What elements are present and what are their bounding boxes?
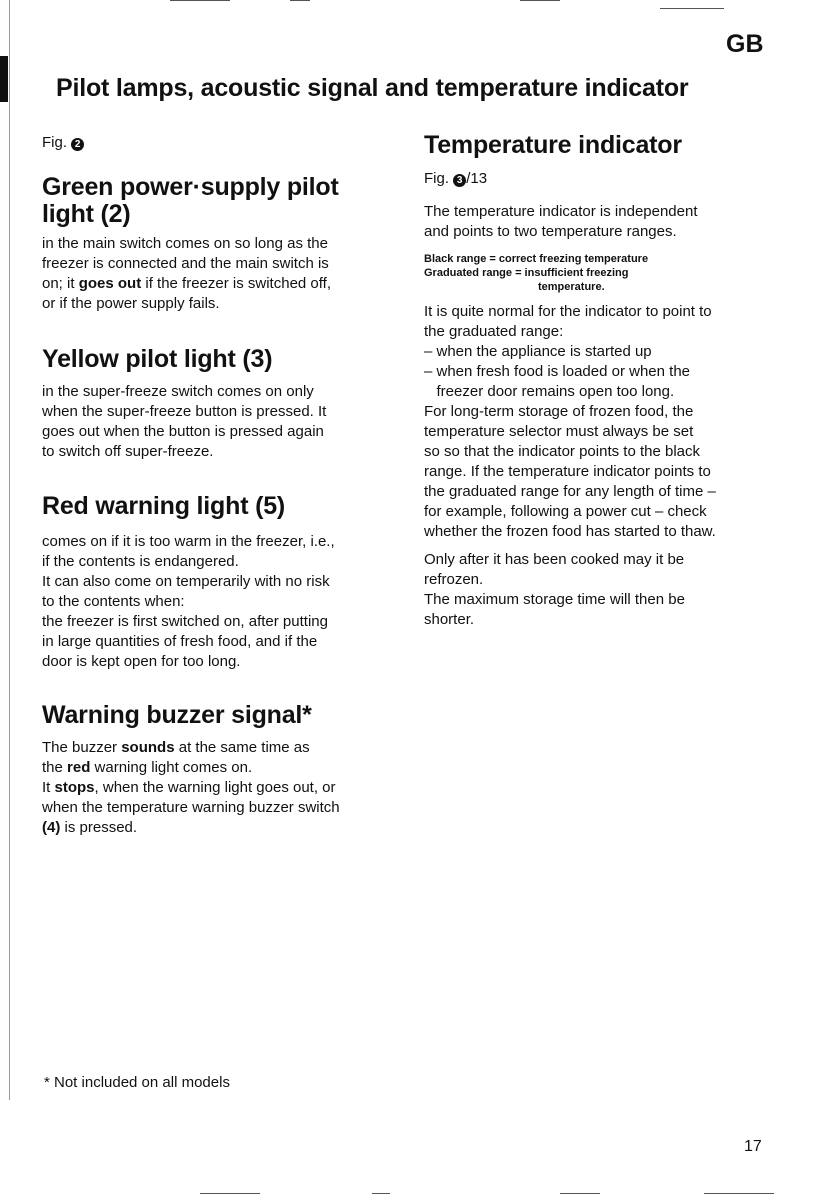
scan-edge-bar [0, 56, 8, 102]
figure-reference [42, 134, 84, 151]
scan-rule [290, 0, 310, 1]
bold-term: goes out [78, 275, 142, 292]
text-line: (4) is pressed. [42, 819, 138, 836]
text-line: It is quite normal for the indicator to point to [424, 303, 712, 320]
refreeze-text [424, 550, 685, 630]
text-line: It can also come on temperarily with no risk [42, 573, 330, 590]
footnote: * Not included on all models [44, 1074, 230, 1091]
scan-rule [200, 1193, 260, 1194]
scan-edge-line [9, 0, 10, 1100]
text-line: if the contents is endangered. [42, 553, 239, 570]
text-line: range. If the temperature indicator points to [424, 463, 711, 480]
text-line: and points to two temperature ranges. [424, 223, 677, 240]
scan-rule [704, 1193, 774, 1194]
buzzer-heading: Warning buzzer signal* [42, 701, 312, 729]
bold-term: red [67, 759, 91, 776]
yellow-light-heading: Yellow pilot light (3) [42, 345, 273, 373]
text-line: in the main switch comes on so long as the [42, 235, 328, 252]
text-line: the graduated range: [424, 323, 564, 340]
figure-number-badge: 3 [453, 174, 466, 187]
figure-prefix: Fig. [424, 170, 450, 187]
text-line: The temperature indicator is independent [424, 203, 698, 220]
scan-rule [660, 8, 724, 9]
text-line: when the temperature warning buzzer switch [42, 799, 340, 816]
page-number: 17 [744, 1138, 762, 1155]
bold-term: (4) [42, 819, 61, 836]
bold-term: sounds [121, 739, 175, 756]
text-line: – when fresh food is loaded or when the [424, 363, 691, 380]
heading-line: Green power·supply pilot [42, 173, 339, 201]
range-legend [424, 252, 648, 294]
text-line: comes on if it is too warm in the freezer, i.e., [42, 533, 335, 550]
black-range-line: Black range = correct freezing temperature [424, 253, 649, 265]
text-line: refrozen. [424, 571, 484, 588]
figure-prefix: Fig. [42, 134, 68, 151]
heading-line: light (2) [42, 200, 131, 228]
red-light-heading: Red warning light (5) [42, 492, 286, 520]
figure-number-badge: 2 [71, 138, 84, 151]
buzzer-text [42, 738, 340, 838]
bold-term: stops [54, 779, 95, 796]
text-line: to switch off super-freeze. [42, 443, 214, 460]
figure-reference [424, 170, 487, 187]
text-line: For long-term storage of frozen food, the [424, 403, 694, 420]
figure-suffix: /13 [466, 170, 488, 187]
text-line: when the super-freeze button is pressed. It [42, 403, 327, 420]
text-line: the red warning light comes on. [42, 759, 253, 776]
temperature-indicator-heading: Temperature indicator [424, 131, 682, 159]
text-line: the graduated range for any length of time – [424, 483, 716, 500]
text-line: door is kept open for too long. [42, 653, 241, 670]
text-line: The maximum storage time will then be [424, 591, 685, 608]
text-line: the freezer is first switched on, after putting [42, 613, 328, 630]
text-line: freezer is connected and the main switch is [42, 255, 329, 272]
language-code: GB [726, 30, 764, 58]
red-light-text [42, 532, 335, 672]
text-line: temperature selector must always be set [424, 423, 694, 440]
temperature-body-text [424, 302, 716, 542]
text-line: so so that the indicator points to the black [424, 443, 700, 460]
text-line: on; it goes out if the freezer is switched off, [42, 275, 331, 292]
temperature-intro-text [424, 202, 698, 242]
yellow-light-text [42, 382, 326, 462]
text-line: freezer door remains open too long. [424, 383, 675, 400]
text-line: It stops, when the warning light goes out, or [42, 779, 336, 796]
text-line: whether the frozen food has started to thaw. [424, 523, 716, 540]
text-line: goes out when the button is pressed again [42, 423, 324, 440]
scan-rule [560, 1193, 600, 1194]
scan-rule [170, 0, 230, 1]
text-line: or if the power supply fails. [42, 295, 220, 312]
graduated-range-line: Graduated range = insufficient freezing [424, 267, 629, 279]
green-light-text [42, 234, 331, 314]
text-line: shorter. [424, 611, 475, 628]
text-line: in large quantities of fresh food, and if the [42, 633, 318, 650]
page-title: Pilot lamps, acoustic signal and temperature indicator [56, 74, 689, 102]
scan-rule [520, 0, 560, 1]
text-line: to the contents when: [42, 593, 185, 610]
text-line: – when the appliance is started up [424, 343, 652, 360]
graduated-range-line-2: temperature. [538, 281, 605, 293]
text-line: Only after it has been cooked may it be [424, 551, 685, 568]
scan-rule [372, 1193, 390, 1194]
text-line: in the super-freeze switch comes on only [42, 383, 314, 400]
text-line: The buzzer sounds at the same time as [42, 739, 310, 756]
text-line: for example, following a power cut – check [424, 503, 707, 520]
green-light-heading [42, 174, 339, 228]
